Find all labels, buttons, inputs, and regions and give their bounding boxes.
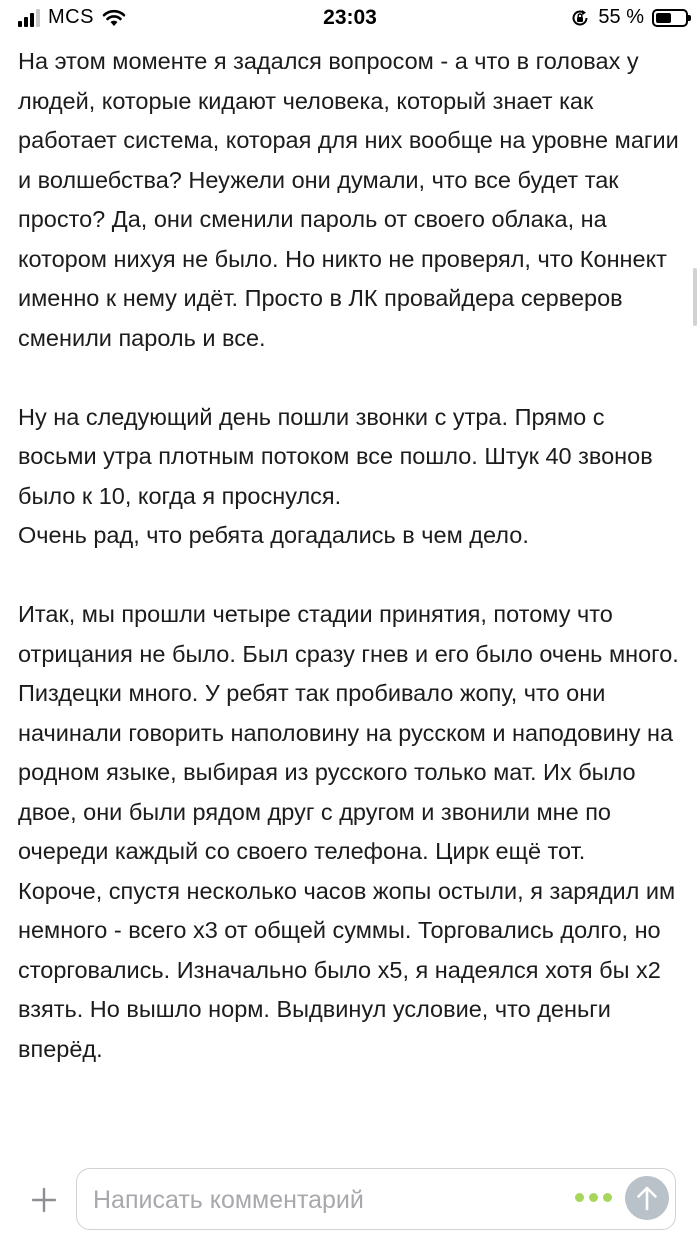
battery-fill — [656, 13, 671, 23]
post-body — [18, 42, 682, 1069]
rotation-lock-icon — [570, 8, 590, 28]
carrier-name: MCS — [48, 6, 94, 28]
status-time: 23:03 — [323, 6, 377, 29]
plus-icon — [30, 1186, 58, 1214]
status-right — [570, 6, 688, 29]
status-bar — [0, 0, 700, 36]
post-paragraph: Ну на следующий день пошли звонки с утра. Прямо с восьми утра плотным потоком все пошло. Штук 40 звонов было к 10, когда я проснулся. Очень рад, что ребята догадались в чем дело. — [18, 403, 653, 548]
send-button[interactable] — [625, 1176, 669, 1220]
battery-icon — [652, 9, 688, 27]
post-paragraph: На этом моменте я задался вопросом - а что в головах у людей, которые кидают человека, который знает как работает система, которая для них вообще на уровне магии и волшебства? Неужели они думали, что все будет так просто? Да, они сменили пароль от своего облака, на котором нихуя не было. Но никто не проверял, что Коннект именно к нему идёт. Просто в ЛК провайдера серверов сменили пароль и все. — [18, 48, 679, 351]
post-paragraph: Итак, мы прошли четыре стадии принятия, потому что отрицания не было. Был сразу гнев и его было очень много. Пиздецки много. У ребят так пробивало жопу, что они начинали говорить наполовину на русском и наподовину на родном языке, выбирая из русского только мат. Их было двое, они были рядом друг с другом и звонили мне по очереди каждый со своего телефона. Цирк ещё тот. Короче, спустя несколько часов жопы остыли, я зарядил им немного - всего х3 от общей суммы. Торговались долго, но сторговались. Изначально было х5, я надеялся хотя бы х2 взять. Но вышло норм. Выдвинул условие, что деньги вперёд. — [18, 601, 679, 1062]
comment-input[interactable] — [91, 1181, 565, 1219]
battery-percent: 55 % — [598, 6, 644, 28]
comment-field — [76, 1168, 676, 1230]
scrollbar[interactable] — [693, 268, 697, 326]
comment-bar — [0, 1160, 700, 1244]
add-attachment-button[interactable] — [24, 1180, 64, 1220]
more-dots-icon[interactable] — [575, 1193, 612, 1202]
arrow-up-icon — [635, 1185, 659, 1211]
